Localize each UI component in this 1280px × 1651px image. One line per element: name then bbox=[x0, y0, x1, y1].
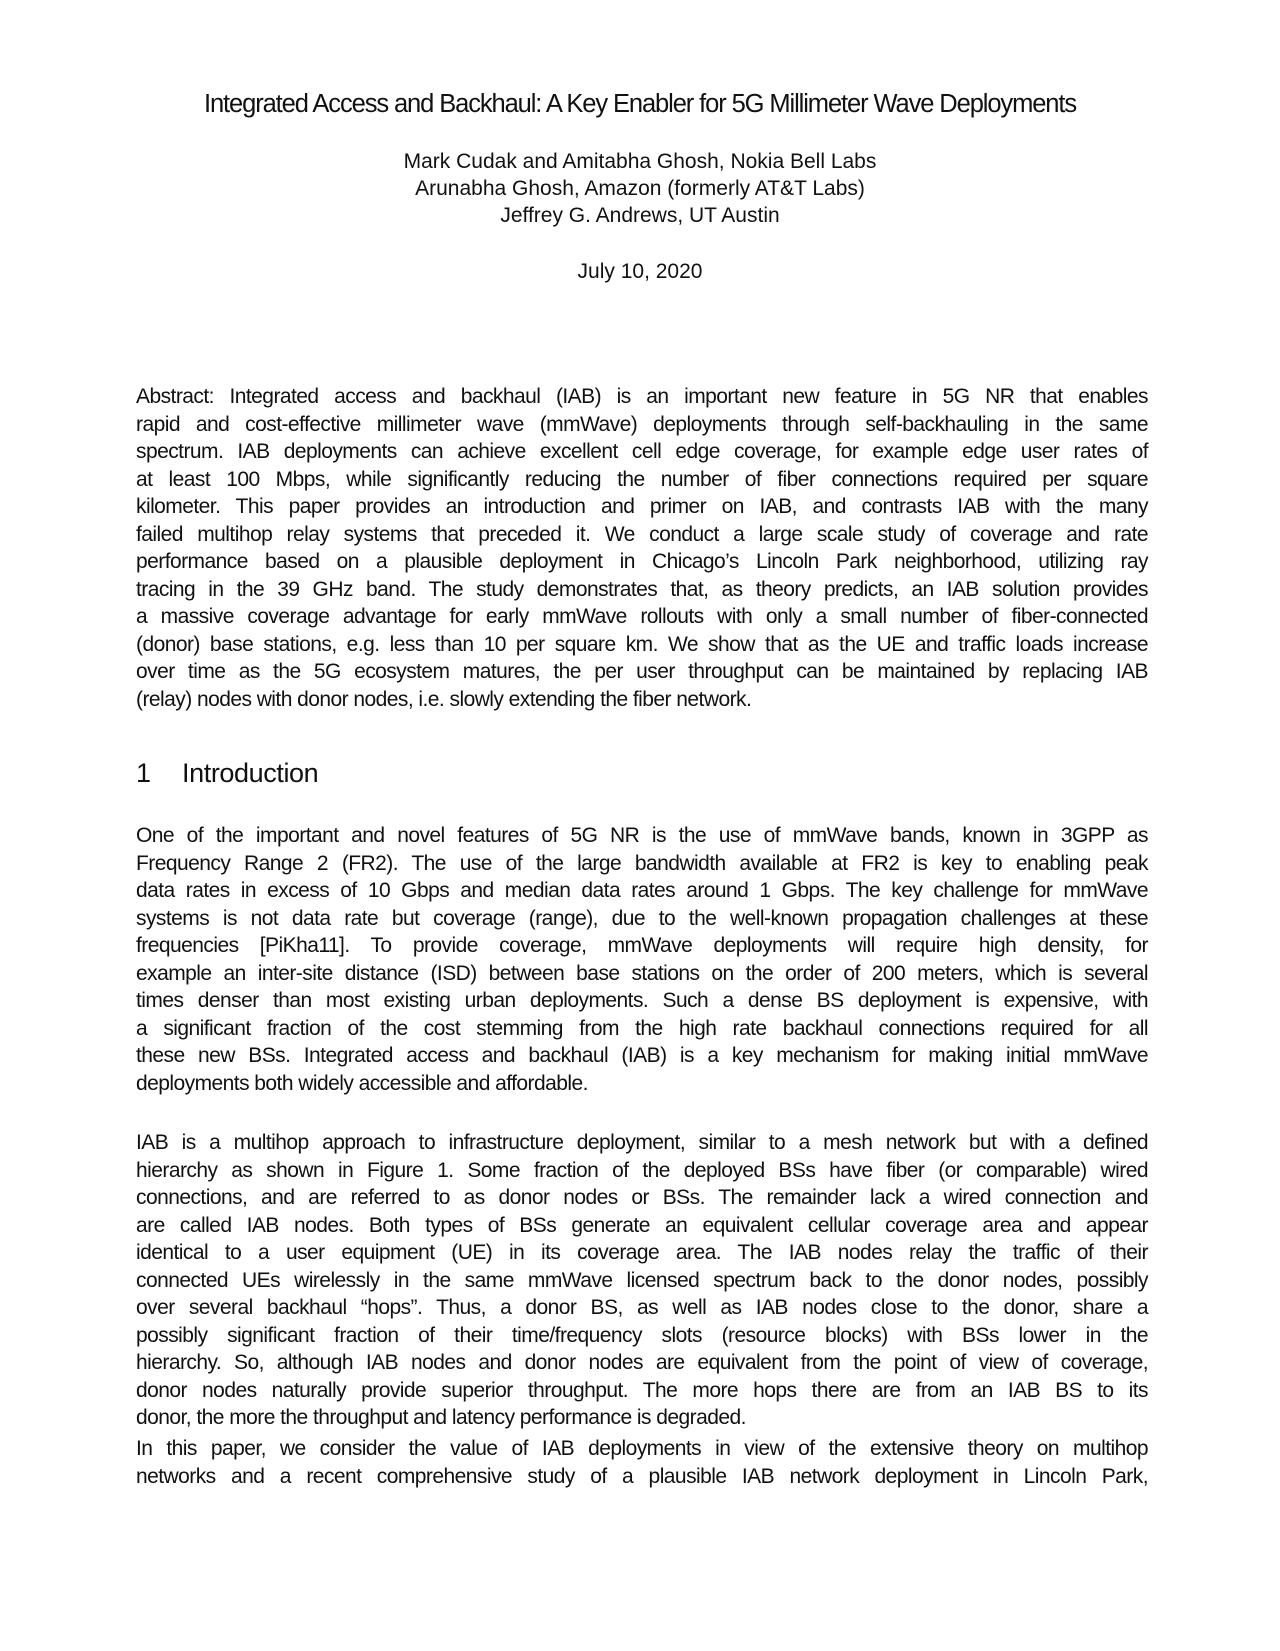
paragraph-line: connected UEs wirelessly in the same mmWave licensed spectrum back to the donor nodes, possibly bbox=[136, 1268, 1148, 1292]
abstract-line: failed multihop relay systems that preceded it. We conduct a large scale study of coverage and rate bbox=[136, 522, 1148, 546]
section-title: Introduction bbox=[182, 758, 319, 788]
abstract-line: performance based on a plausible deployment in Chicago’s Lincoln Park neighborhood, utilizing ray bbox=[136, 550, 1148, 573]
author-line: Arunabha Ghosh, Amazon (formerly AT&T Labs) bbox=[415, 177, 865, 200]
paragraph-line: frequencies [PiKha11]. To provide coverage, mmWave deployments will require high density, for bbox=[136, 934, 1148, 957]
paragraph-line: these new BSs. Integrated access and backhaul (IAB) is a key mechanism for making initial mmWave bbox=[136, 1044, 1148, 1067]
abstract-line: tracing in the 39 GHz band. The study demonstrates that, as theory predicts, an IAB solution provides bbox=[136, 577, 1148, 601]
paragraph-line: data rates in excess of 10 Gbps and median data rates around 1 Gbps. The key challenge for mmWave bbox=[136, 879, 1148, 902]
author-list bbox=[0, 148, 1280, 229]
paragraph bbox=[136, 1129, 1148, 1432]
paragraph-line: networks and a recent comprehensive study of a plausible IAB network deployment in Lincoln Park, bbox=[136, 1464, 1148, 1488]
paragraph bbox=[136, 1435, 1148, 1490]
paragraph-line: hierarchy. So, although IAB nodes and donor nodes are equivalent from the point of view of coverage, bbox=[136, 1351, 1148, 1374]
paragraph-line: deployments both widely accessible and affordable. bbox=[136, 1071, 588, 1095]
author-line: Mark Cudak and Amitabha Ghosh, Nokia Bell Labs bbox=[403, 150, 877, 173]
section-heading bbox=[136, 756, 318, 790]
abstract-line: over time as the 5G ecosystem matures, the per user throughput can be maintained by replacing IAB bbox=[136, 660, 1148, 683]
paragraph-line: a significant fraction of the cost stemming from the high rate backhaul connections required for all bbox=[136, 1016, 1148, 1040]
paragraph-line: hierarchy as shown in Figure 1. Some fraction of the deployed BSs have fiber (or comparable) wired bbox=[136, 1158, 1148, 1182]
paragraph-line: times denser than most existing urban deployments. Such a dense BS deployment is expensive, with bbox=[136, 989, 1148, 1012]
paragraph-line: In this paper, we consider the value of IAB deployments in view of the extensive theory on multihop bbox=[136, 1437, 1148, 1460]
abstract-line: (donor) base stations, e.g. less than 10 per square km. We show that as the UE and traffic loads increase bbox=[136, 632, 1148, 656]
paragraph-line: One of the important and novel features of 5G NR is the use of mmWave bands, known in 3GPP as bbox=[136, 824, 1148, 847]
abstract-line: a massive coverage advantage for early mmWave rollouts with only a small number of fiber-connected bbox=[136, 605, 1148, 628]
paragraph-line: systems is not data rate but coverage (range), due to the well-known propagation challenges at these bbox=[136, 906, 1148, 930]
paragraph-line: possibly significant fraction of their time/frequency slots (resource blocks) with BSs lower in the bbox=[136, 1323, 1148, 1347]
paragraph-line: donor, the more the throughput and latency performance is degraded. bbox=[136, 1406, 746, 1429]
abstract-line: Abstract: Integrated access and backhaul (IAB) is an important new feature in 5G NR that enables bbox=[136, 385, 1148, 408]
paper-title: Integrated Access and Backhaul: A Key Enabler for 5G Millimeter Wave Deployments bbox=[203, 90, 1077, 118]
paragraph-line: example an inter-site distance (ISD) between base stations on the order of 200 meters, which is several bbox=[136, 961, 1148, 985]
paragraph bbox=[136, 822, 1148, 1097]
abstract-line: at least 100 Mbps, while significantly reducing the number of fiber connections required per square bbox=[136, 467, 1148, 491]
paragraph-line: donor nodes naturally provide superior throughput. The more hops there are from an IAB BS to its bbox=[136, 1378, 1148, 1402]
abstract-line: rapid and cost-effective millimeter wave (mmWave) deployments through self-backhauling in the same bbox=[136, 412, 1148, 436]
abstract-line: (relay) nodes with donor nodes, i.e. slowly extending the fiber network. bbox=[136, 687, 752, 711]
abstract bbox=[136, 383, 1148, 713]
author-line: Jeffrey G. Andrews, UT Austin bbox=[500, 204, 780, 227]
paragraph-line: are called IAB nodes. Both types of BSs generate an equivalent cellular coverage area and appear bbox=[136, 1213, 1148, 1237]
paragraph-line: identical to a user equipment (UE) in its coverage area. The IAB nodes relay the traffic of their bbox=[136, 1241, 1148, 1264]
abstract-line: spectrum. IAB deployments can achieve excellent cell edge coverage, for example edge user rates of bbox=[136, 440, 1148, 463]
section-number: 1 bbox=[136, 758, 151, 788]
paragraph-line: over several backhaul “hops”. Thus, a donor BS, as well as IAB nodes close to the donor, share a bbox=[136, 1296, 1148, 1319]
paragraph-line: Frequency Range 2 (FR2). The use of the large bandwidth available at FR2 is key to enabling peak bbox=[136, 851, 1148, 875]
paragraph-line: IAB is a multihop approach to infrastructure deployment, similar to a mesh network but with a defined bbox=[136, 1131, 1148, 1154]
paragraph-line: connections, and are referred to as donor nodes or BSs. The remainder lack a wired connection and bbox=[136, 1186, 1148, 1209]
abstract-line: kilometer. This paper provides an introduction and primer on IAB, and contrasts IAB with the many bbox=[136, 495, 1148, 518]
paper-date: July 10, 2020 bbox=[577, 260, 703, 283]
